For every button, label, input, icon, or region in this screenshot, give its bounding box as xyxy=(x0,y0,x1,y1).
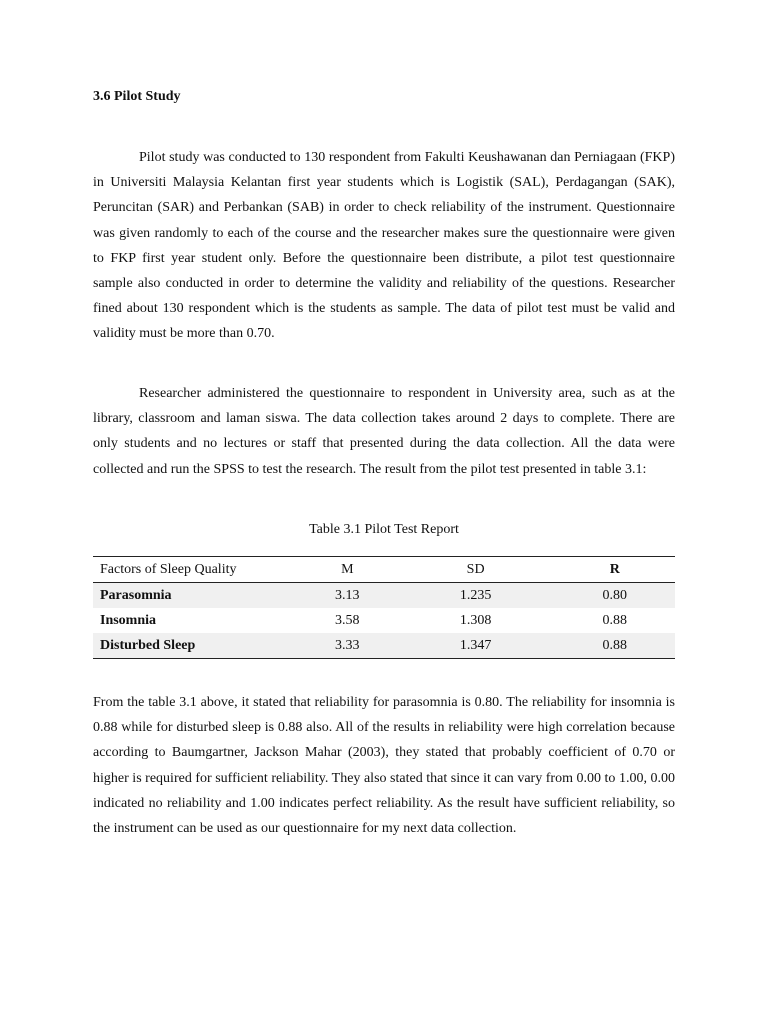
table-cell-sd: 1.235 xyxy=(459,587,492,603)
section-title: 3.6 Pilot Study xyxy=(93,89,181,104)
table-header-mean: M xyxy=(341,561,354,577)
table-cell-factor: Insomnia xyxy=(100,612,157,628)
paragraph-data-collection: Researcher administered the questionnaire to respondent in University area, such as at the library, classroom and laman siswa. The data collection takes around 2 days to complete. There are only students and no lectures or staff that presented during the data collection. All the data were collected and run the SPSS to test the research. The result from the pilot test presented in table 3.1: xyxy=(93,386,675,477)
table-row xyxy=(93,608,675,633)
table-row xyxy=(93,583,675,609)
table-header-factor: Factors of Sleep Quality xyxy=(100,561,237,577)
table-header-r: R xyxy=(609,561,620,577)
table-row xyxy=(93,633,675,659)
table-cell-r: 0.88 xyxy=(602,637,628,653)
table-cell-r: 0.88 xyxy=(602,612,628,628)
table-header-row xyxy=(93,557,675,583)
table-cell-r: 0.80 xyxy=(602,587,628,603)
table-cell-factor: Parasomnia xyxy=(100,587,172,603)
paragraph-reliability-discussion: From the table 3.1 above, it stated that reliability for parasomnia is 0.80. The reliability for insomnia is 0.88 while for disturbed sleep is 0.88 also. All of the results in reliability were high correlation because according to Baumgartner, Jackson Mahar (2003), they stated that probably coefficient of 0.70 or higher is required for sufficient reliability. They also stated that since it can vary from 0.00 to 1.00, 0.00 indicated no reliability and 1.00 indicates perfect reliability. As the result have sufficient reliability, so the instrument can be used as our questionnaire for my next data collection. xyxy=(93,695,675,837)
table-cell-mean: 3.33 xyxy=(335,637,360,653)
table-cell-sd: 1.347 xyxy=(459,637,492,653)
table-header-sd: SD xyxy=(466,561,485,577)
table-cell-mean: 3.13 xyxy=(335,587,360,603)
table-cell-sd: 1.308 xyxy=(459,612,492,628)
table-cell-factor: Disturbed Sleep xyxy=(100,637,196,653)
table-caption: Table 3.1 Pilot Test Report xyxy=(309,522,459,537)
table-cell-mean: 3.58 xyxy=(335,612,360,628)
pilot-test-table xyxy=(93,556,675,659)
paragraph-pilot-study-intro: Pilot study was conducted to 130 respondent from Fakulti Keushawanan dan Perniagaan (FKP) in Universiti Malaysia Kelantan first year students which is Logistik (SAL), Perdagangan (SAK), Peruncitan (SAR) and Perbankan (SAB) in order to check reliability of the instrument. Questionnaire was given randomly to each of the course and the researcher makes sure the questionnaire were given to FKP first year student only. Before the questionnaire been distribute, a pilot test questionnaire sample also conducted in order to determine the validity and reliability of the questions. Researcher fined about 130 respondent which is the students as sample. The data of pilot test must be valid and validity must be more than 0.70. xyxy=(93,150,675,342)
